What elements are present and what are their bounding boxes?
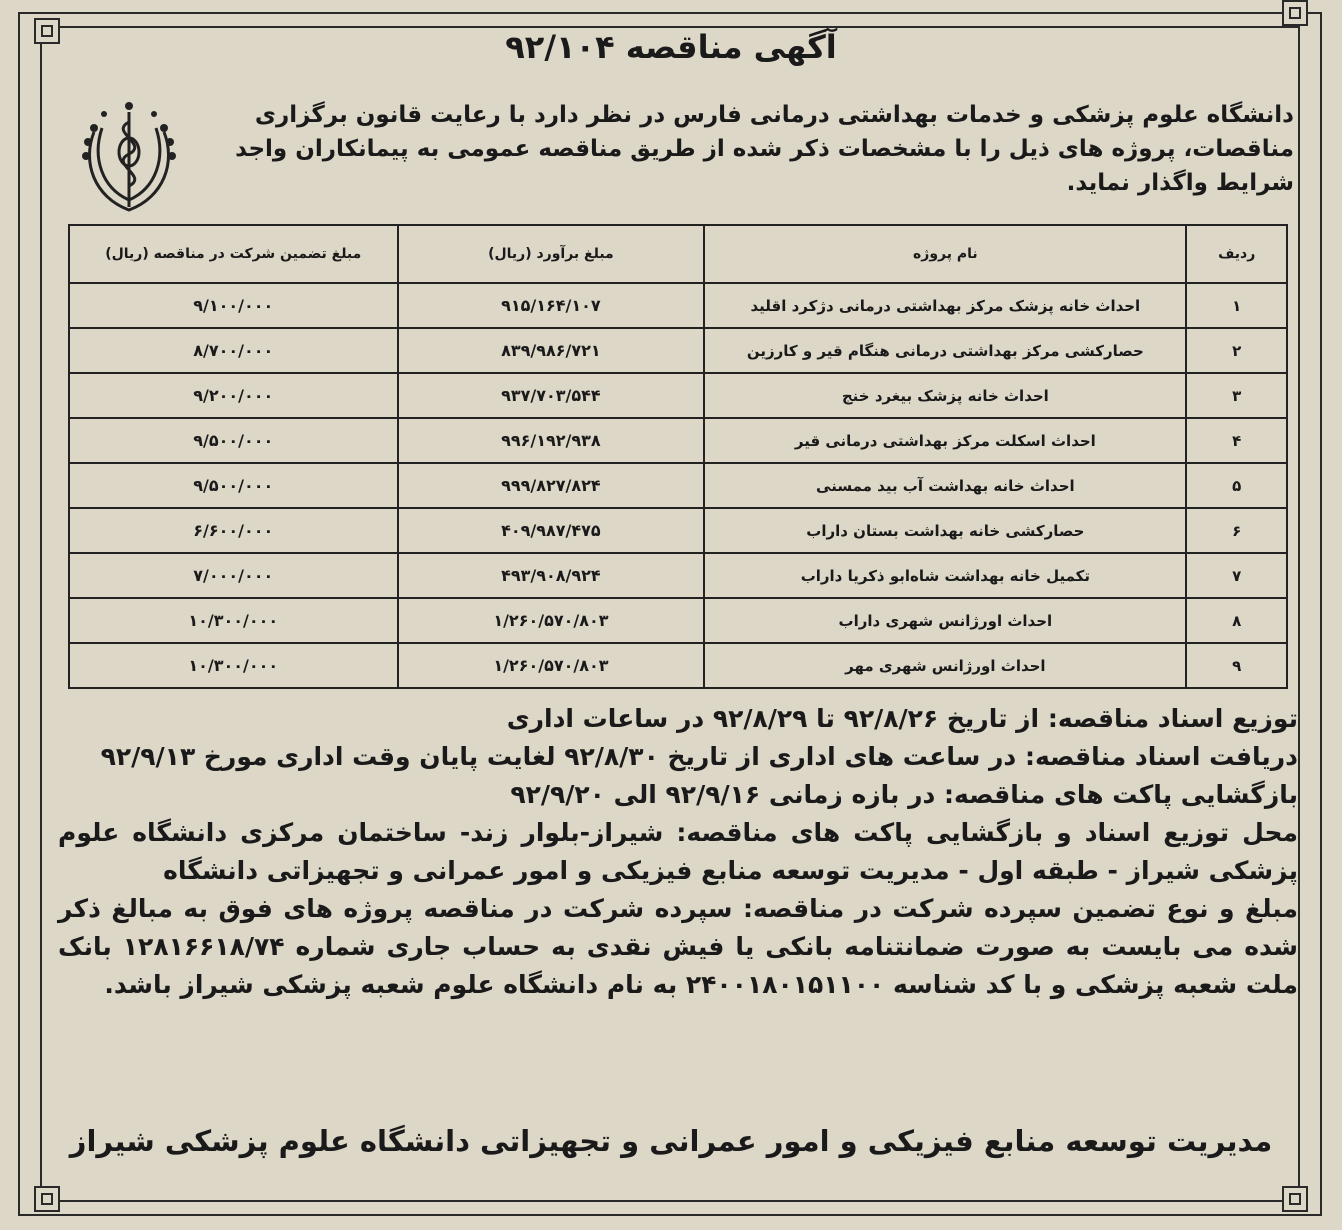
- deposit-text: سپرده شرکت در مناقصه پروژه های فوق به مبالغ ذکر شده می بایست به صورت ضمانتنامه بانکی یا فیش نقدی به حساب جاری شماره ۱۲۸۱۶۶۱۸/۷۴ بانک ملت شعبه پزشکی و با کد شناسه ۲۴۰۰۱۸۰۱۵۱۱۰۰ به نام دانشگاه علوم شعبه پزشکی شیراز باشد.: [58, 894, 1298, 999]
- signature: مدیریت توسعه منابع فیزیکی و امور عمرانی و تجهیزاتی دانشگاه علوم پزشکی شیراز: [69, 1124, 1273, 1158]
- row-number: ۵: [1186, 463, 1287, 508]
- guarantee-amount: ۸/۷۰۰/۰۰۰: [69, 328, 398, 373]
- table-row: [69, 463, 1287, 508]
- project-name: احداث خانه بهداشت آب بید ممسنی: [704, 463, 1186, 508]
- project-name: حصارکشی خانه بهداشت بستان داراب: [704, 508, 1186, 553]
- table-row: [69, 553, 1287, 598]
- location-line: [58, 814, 1298, 890]
- guarantee-amount: ۹/۲۰۰/۰۰۰: [69, 373, 398, 418]
- project-name: احداث خانه پزشک بیغرد خنج: [704, 373, 1186, 418]
- row-number: ۷: [1186, 553, 1287, 598]
- table-row: [69, 373, 1287, 418]
- row-number: ۴: [1186, 418, 1287, 463]
- location-label: محل توزیع اسناد و بازگشایی پاکت های مناقصه:: [676, 818, 1298, 847]
- project-name: احداث اورژانس شهری مهر: [704, 643, 1186, 688]
- estimate-amount: ۹۱۵/۱۶۴/۱۰۷: [398, 283, 705, 328]
- distribution-text: از تاریخ ۹۲/۸/۲۶ تا ۹۲/۸/۲۹ در ساعات اداری: [506, 704, 1040, 733]
- row-number: ۸: [1186, 598, 1287, 643]
- project-name: حصارکشی مرکز بهداشتی درمانی هنگام قیر و کارزین: [704, 328, 1186, 373]
- receipt-line: [58, 738, 1298, 776]
- corner-ornament: [1282, 0, 1308, 26]
- row-number: ۹: [1186, 643, 1287, 688]
- receipt-label: دریافت اسناد مناقصه:: [1024, 742, 1298, 771]
- row-number: ۱: [1186, 283, 1287, 328]
- distribution-label: توزیع اسناد مناقصه:: [1047, 704, 1298, 733]
- corner-ornament: [34, 1186, 60, 1212]
- project-name: احداث خانه پزشک مرکز بهداشتی درمانی دژکرد اقلید: [704, 283, 1186, 328]
- tender-details: [58, 700, 1298, 1004]
- opening-text: در بازه زمانی ۹۲/۹/۱۶ الی ۹۲/۹/۲۰: [510, 780, 936, 809]
- project-name: تکمیل خانه بهداشت شاه‌ابو ذکریا داراب: [704, 553, 1186, 598]
- table-row: [69, 328, 1287, 373]
- location-text: شیراز-بلوار زند- ساختمان مرکزی دانشگاه علوم پزشکی شیراز - طبقه اول - مدیریت توسعه منابع فیزیکی و امور عمرانی و تجهیزاتی دانشگاه: [58, 818, 1298, 885]
- table-row: [69, 508, 1287, 553]
- estimate-amount: ۴۹۳/۹۰۸/۹۲۴: [398, 553, 705, 598]
- estimate-amount: ۱/۲۶۰/۵۷۰/۸۰۳: [398, 643, 705, 688]
- estimate-amount: ۸۳۹/۹۸۶/۷۲۱: [398, 328, 705, 373]
- project-name: احداث اسکلت مرکز بهداشتی درمانی قیر: [704, 418, 1186, 463]
- estimate-amount: ۹۹۶/۱۹۲/۹۳۸: [398, 418, 705, 463]
- estimate-amount: ۱/۲۶۰/۵۷۰/۸۰۳: [398, 598, 705, 643]
- guarantee-amount: ۹/۱۰۰/۰۰۰: [69, 283, 398, 328]
- guarantee-amount: ۱۰/۳۰۰/۰۰۰: [69, 643, 398, 688]
- row-number: ۳: [1186, 373, 1287, 418]
- table-header-row: [69, 225, 1287, 283]
- guarantee-amount: ۷/۰۰۰/۰۰۰: [69, 553, 398, 598]
- table-row: [69, 643, 1287, 688]
- notice-title: آگهی مناقصه ۹۲/۱۰۴: [505, 28, 837, 66]
- guarantee-amount: ۹/۵۰۰/۰۰۰: [69, 463, 398, 508]
- deposit-line: [58, 890, 1298, 1004]
- corner-ornament: [1282, 1186, 1308, 1212]
- header-estimate: مبلغ برآورد (ریال): [398, 225, 705, 283]
- estimate-amount: ۴۰۹/۹۸۷/۴۷۵: [398, 508, 705, 553]
- row-number: ۶: [1186, 508, 1287, 553]
- row-number: ۲: [1186, 328, 1287, 373]
- guarantee-amount: ۶/۶۰۰/۰۰۰: [69, 508, 398, 553]
- table-row: [69, 283, 1287, 328]
- projects-table: [68, 224, 1288, 689]
- deposit-label: مبلغ و نوع تضمین سپرده شرکت در مناقصه:: [742, 894, 1298, 923]
- header-guarantee: مبلغ تضمین شرکت در مناقصه (ریال): [69, 225, 398, 283]
- table-row: [69, 598, 1287, 643]
- intro-paragraph: دانشگاه علوم پزشکی و خدمات بهداشتی درمانی فارس در نظر دارد با رعایت قانون برگزاری مناقصات، پروژه های ذیل را با مشخصات ذکر شده از طریق مناقصه عمومی به پیمانکاران واجد شرایط واگذار نماید.: [235, 102, 1294, 196]
- estimate-amount: ۹۹۹/۸۲۷/۸۲۴: [398, 463, 705, 508]
- opening-line: [58, 776, 1298, 814]
- receipt-text: در ساعت های اداری از تاریخ ۹۲/۸/۳۰ لغایت پایان وقت اداری مورخ ۹۲/۹/۱۳: [100, 742, 1017, 771]
- header-project-name: نام پروژه: [704, 225, 1186, 283]
- distribution-line: [58, 700, 1298, 738]
- header-radif: ردیف: [1186, 225, 1287, 283]
- estimate-amount: ۹۳۷/۷۰۳/۵۴۴: [398, 373, 705, 418]
- table-row: [69, 418, 1287, 463]
- guarantee-amount: ۱۰/۳۰۰/۰۰۰: [69, 598, 398, 643]
- guarantee-amount: ۹/۵۰۰/۰۰۰: [69, 418, 398, 463]
- opening-label: بازگشایی پاکت های مناقصه:: [944, 780, 1298, 809]
- university-emblem-icon: [74, 92, 184, 220]
- project-name: احداث اورژانس شهری داراب: [704, 598, 1186, 643]
